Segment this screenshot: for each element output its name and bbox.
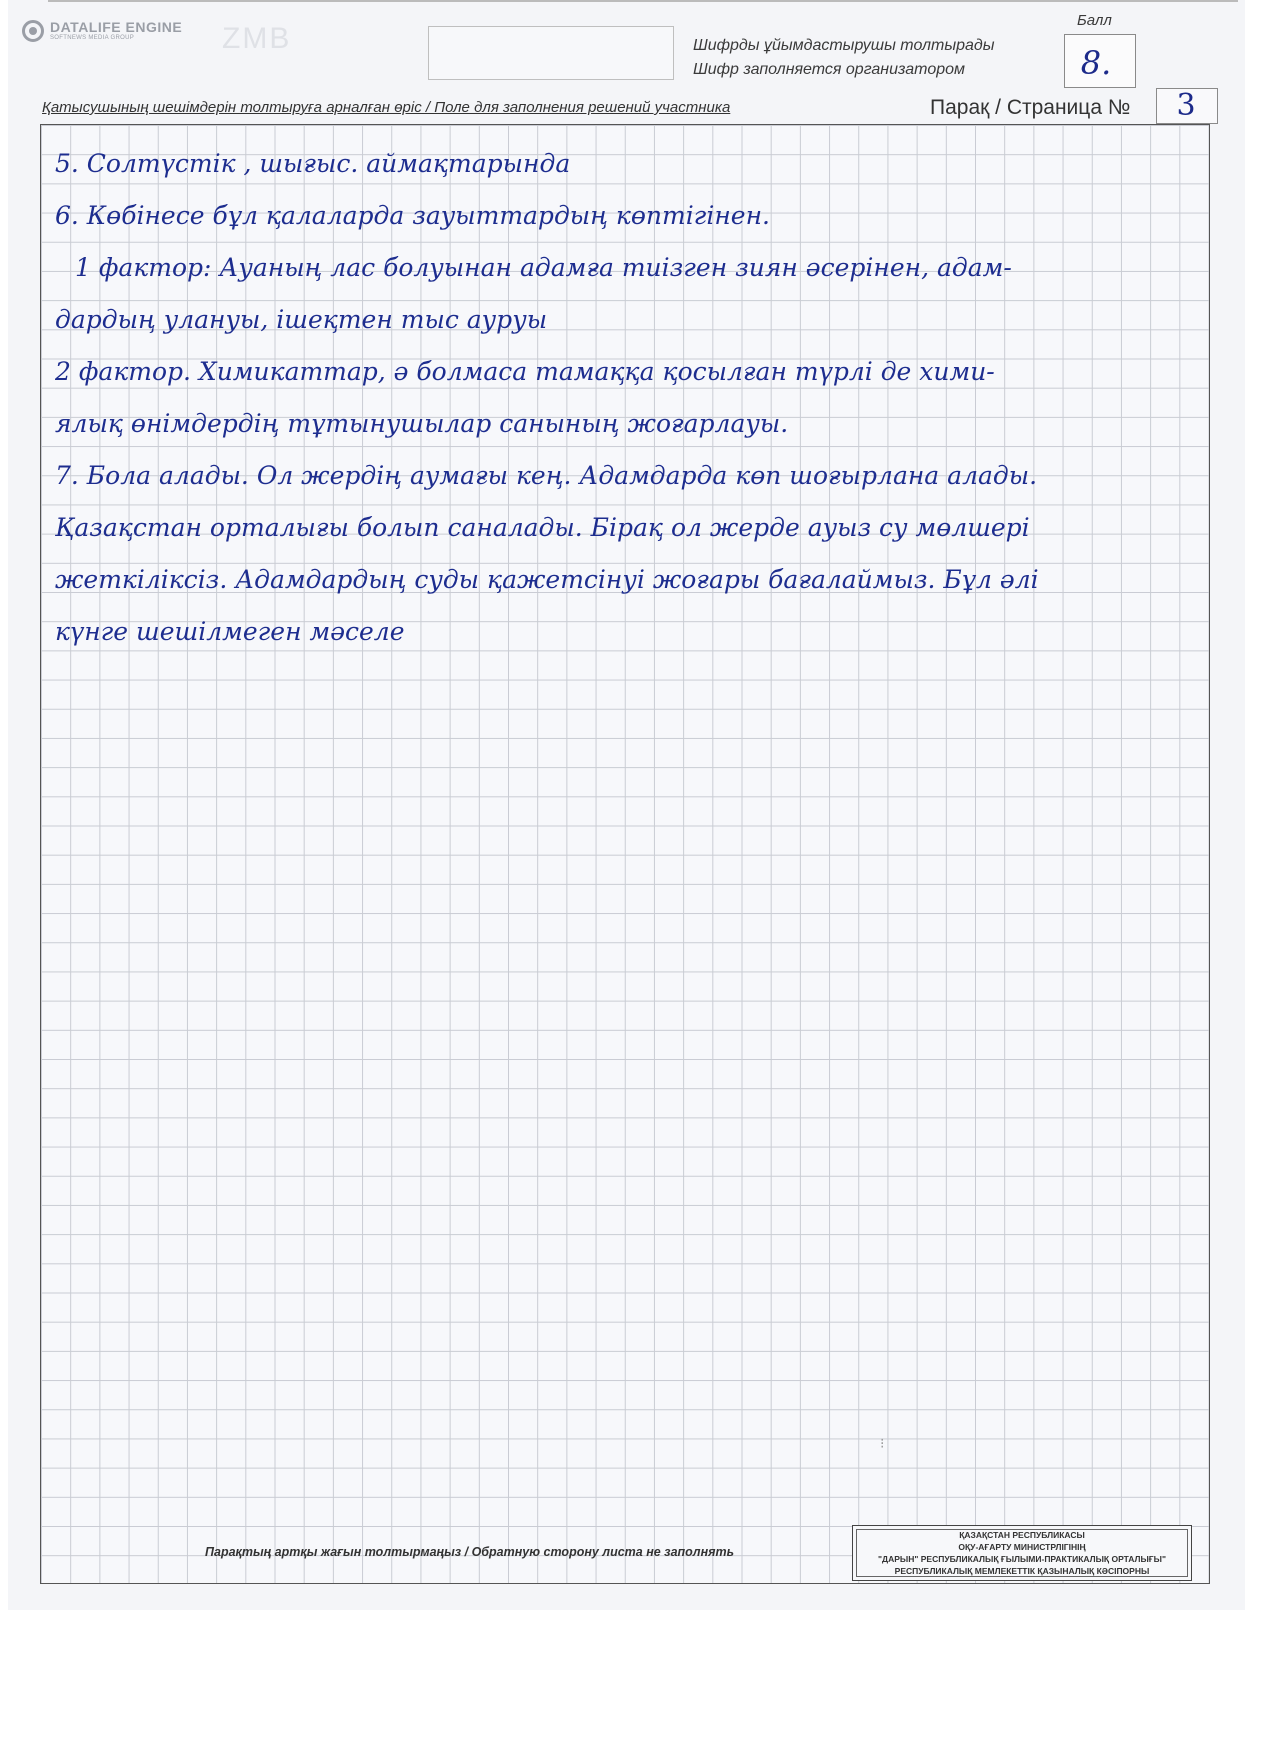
cipher-note-ru: Шифр заполняется организатором <box>693 61 965 78</box>
stamp-line: "ДАРЫН" РЕСПУБЛИКАЛЫҚ ҒЫЛЫМИ-ПРАКТИКАЛЫҚ ОРТАЛЫҒЫ" <box>878 1554 1166 1564</box>
answer-line: Қазақстан орталығы болып саналады. Бірақ ол жерде ауыз су мөлшері <box>55 513 1030 542</box>
answer-line: 6. Көбінесе бұл қалаларда зауыттардың көптігінен. <box>55 201 770 230</box>
answer-line: 5. Солтүстік , шығыс. аймақтарында <box>55 149 571 178</box>
institution-stamp <box>852 1525 1192 1581</box>
score-value: 8. <box>1080 44 1112 82</box>
faint-mark: ZMB <box>222 22 292 55</box>
cipher-note-kz: Шифрды ұйымдастырушы толтырады <box>693 37 995 54</box>
watermark <box>22 20 182 42</box>
datalife-logo-icon <box>22 20 44 42</box>
footer-note: Парақтың артқы жағын толтырмаңыз / Обратную сторону листа не заполнять <box>205 1545 735 1559</box>
field-title: Қатысушының шешімдерін толтыруға арналған өріс / Поле для заполнения решений участника <box>42 99 731 116</box>
answer-line: күнге шешілмеген мәселе <box>55 617 405 646</box>
answer-line: 1 фактор: Ауаның лас болуынан адамға тиізген зиян әсерінен, адам- <box>75 253 1012 282</box>
score-label: Балл <box>1077 12 1112 29</box>
answer-line: жеткіліксіз. Адамдардың суды қажетсінуі жоғары бағалаймыз. Бұл әлі <box>55 565 1039 594</box>
watermark-sub: SOFTNEWS MEDIA GROUP <box>50 35 135 41</box>
cipher-box[interactable] <box>428 26 674 80</box>
stamp-line: РЕСПУБЛИКАЛЫҚ МЕМЛЕКЕТТІК ҚАЗЫНАЛЫҚ КӘСІПОРНЫ <box>894 1566 1150 1576</box>
watermark-brand: DATALIFE ENGINE <box>50 19 183 35</box>
stamp-line: ОҚУ-АҒАРТУ МИНИСТРЛІГІНІҢ <box>958 1542 1086 1552</box>
answer-line: 2 фактор. Химикаттар, ә болмаса тамаққа қосылған түрлі де хими- <box>55 357 995 386</box>
top-border <box>48 0 1238 2</box>
answer-line: дардың улануы, ішеқтен тыс ауруы <box>55 305 548 334</box>
page-label: Парақ / Страница № <box>930 96 1131 119</box>
cipher-note <box>693 34 995 82</box>
stamp-line: ҚАЗАҚСТАН РЕСПУБЛИКАСЫ <box>959 1530 1085 1540</box>
answer-text <box>55 138 1200 658</box>
scan-artifact: ⁝ <box>880 1435 885 1451</box>
answer-line: 7. Бола алады. Ол жердің аумағы кең. Адамдарда көп шоғырлана алады. <box>55 461 1038 490</box>
page-number: 3 <box>1176 88 1196 123</box>
answer-line: ялық өнімдердің тұтынушылар санының жоғарлауы. <box>55 409 789 438</box>
